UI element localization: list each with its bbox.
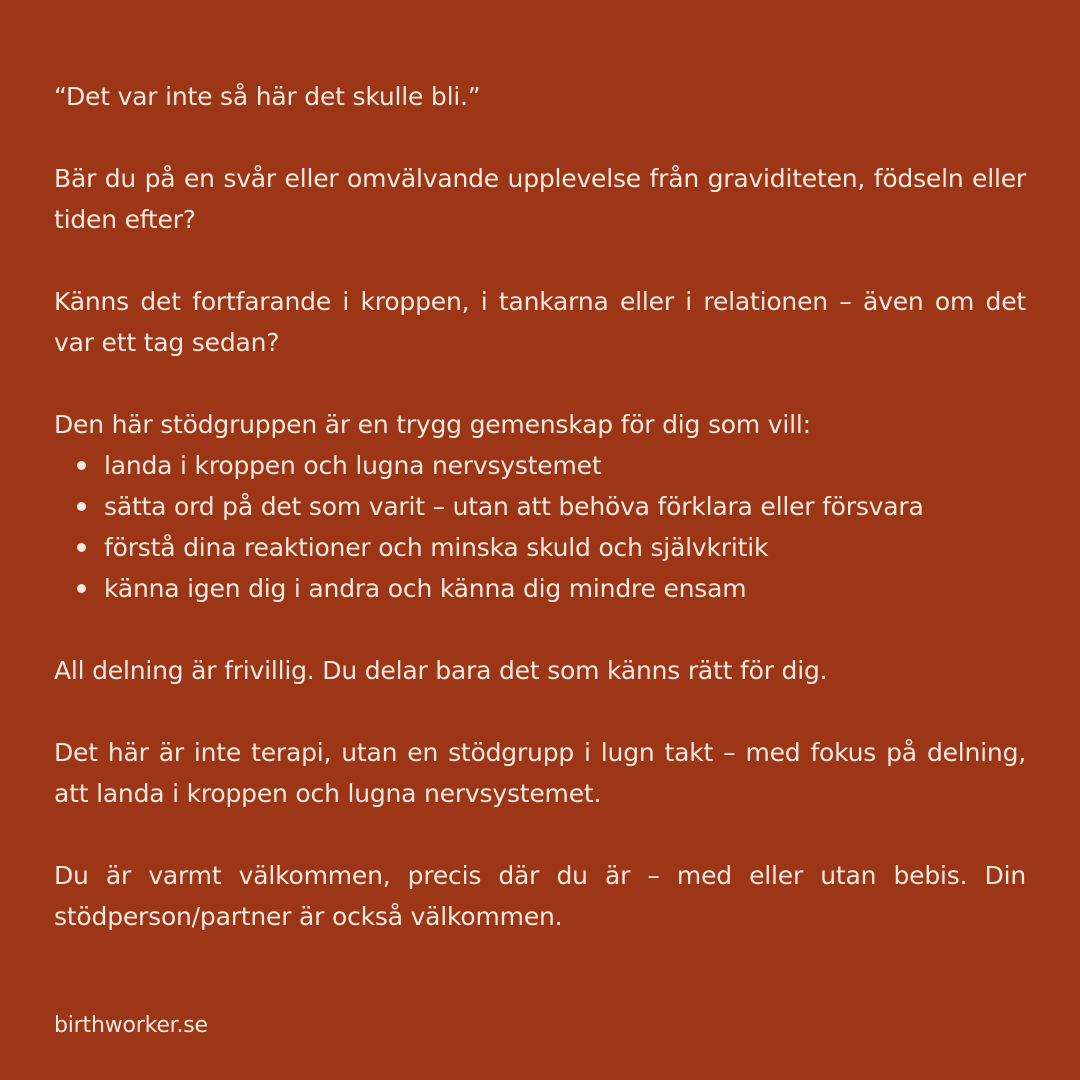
list-item: förstå dina reaktioner och minska skuld och självkritik — [54, 527, 1026, 568]
question-experience: Bär du på en svår eller omvälvande upplevelse från graviditeten, födseln eller tiden efter? — [54, 164, 1026, 234]
list-item: känna igen dig i andra och känna dig mindre ensam — [54, 568, 1026, 609]
post-body — [54, 76, 1026, 978]
group-intro: Den här stödgruppen är en trygg gemenskap för dig som vill: — [54, 410, 811, 439]
list-item: sätta ord på det som varit – utan att behöva förklara eller försvara — [54, 486, 1026, 527]
list-item: landa i kroppen och lugna nervsystemet — [54, 445, 1026, 486]
question-lingering: Känns det fortfarande i kroppen, i tankarna eller i relationen – även om det var ett tag sedan? — [54, 287, 1026, 357]
website-link[interactable]: birthworker.se — [54, 1013, 208, 1038]
opening-quote: “Det var inte så här det skulle bli.” — [54, 82, 481, 111]
sharing-note: All delning är frivillig. Du delar bara det som känns rätt för dig. — [54, 656, 828, 685]
not-therapy-note: Det här är inte terapi, utan en stödgrupp i lugn takt – med fokus på delning, att landa i kroppen och lugna nervsystemet. — [54, 738, 1026, 808]
welcome-note: Du är varmt välkommen, precis där du är – med eller utan bebis. Din stödperson/partner är också välkommen. — [54, 861, 1026, 931]
benefits-list — [54, 445, 1026, 609]
